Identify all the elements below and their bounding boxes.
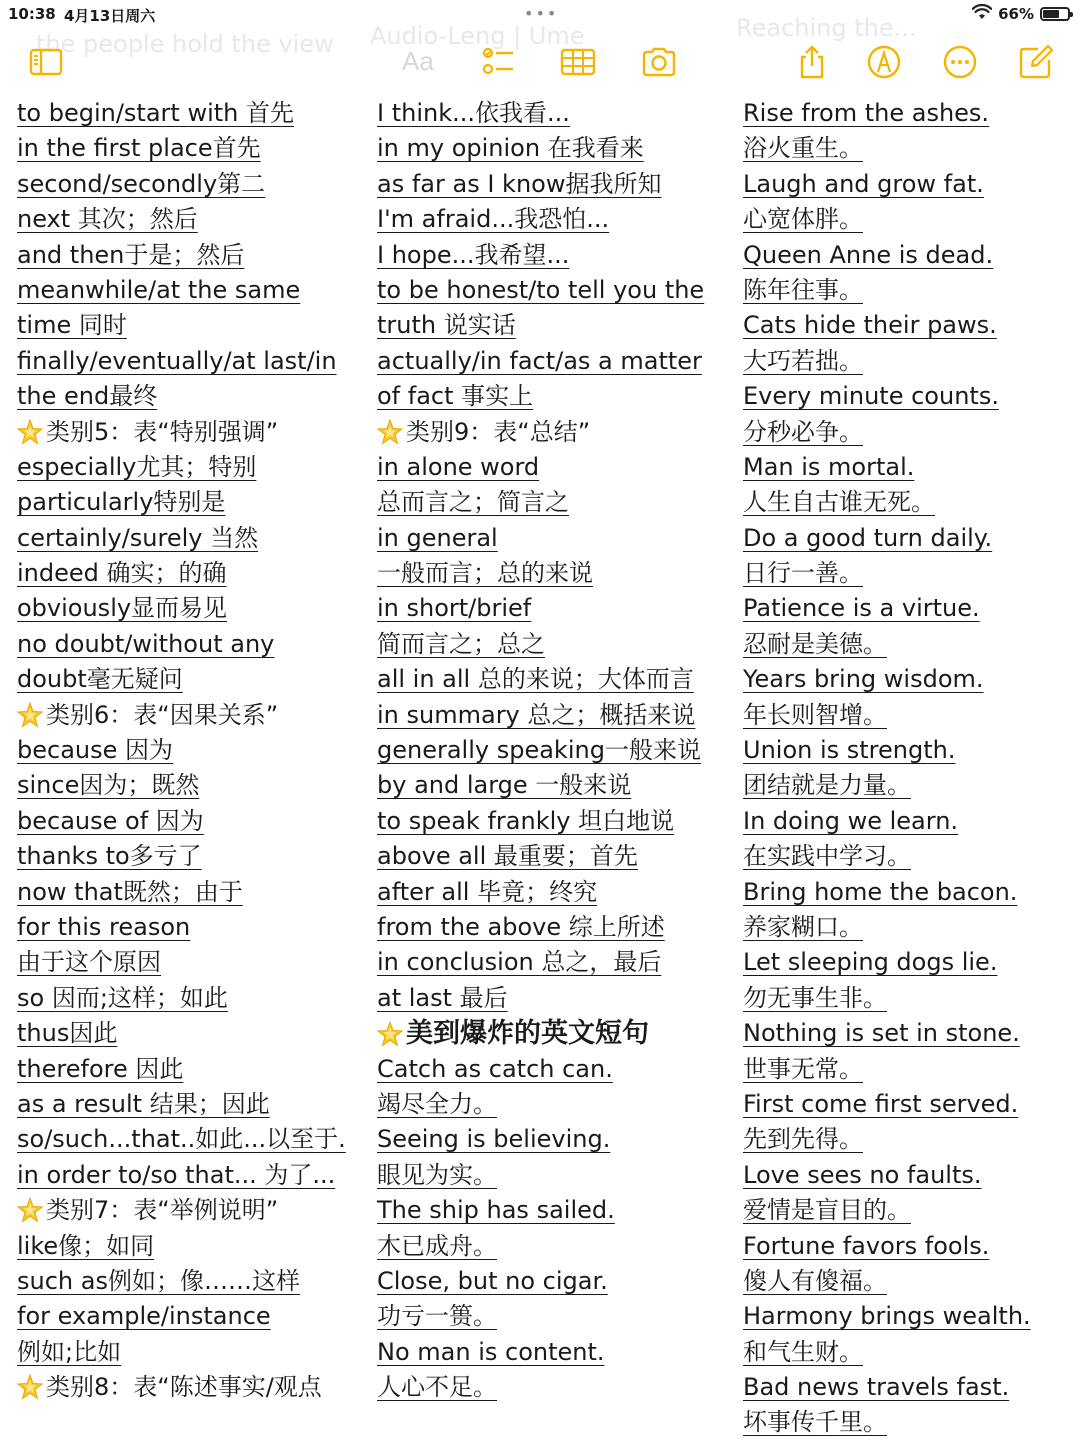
note-line[interactable]: [743, 875, 1031, 910]
note-line[interactable]: [743, 1370, 1031, 1405]
section-heading[interactable]: [17, 415, 346, 450]
note-line-text: so/such...that..如此...以至于.: [17, 1125, 346, 1154]
note-line[interactable]: [743, 1229, 1031, 1264]
note-line-text: in alone word: [377, 452, 540, 481]
note-line-text: 竭尽全力。: [377, 1089, 497, 1118]
note-line-text: indeed 确实；的确: [17, 559, 227, 588]
note-line[interactable]: [17, 1087, 346, 1122]
note-line-text: 人生自古谁无死。: [743, 488, 935, 517]
note-line-text: Seeing is believing.: [377, 1125, 611, 1154]
note-line-text: First come first served.: [743, 1089, 1019, 1118]
note-line-text: No man is content.: [377, 1337, 605, 1366]
note-line-text: Patience is a virtue.: [743, 594, 980, 623]
ghost-text-left: the people hold the view: [36, 30, 334, 58]
note-line-text: in general: [377, 523, 498, 552]
note-line-text: Queen Anne is dead.: [743, 240, 994, 269]
section-heading-text: 类别7：表“举例说明”: [46, 1196, 279, 1225]
note-line[interactable]: [743, 1158, 1031, 1193]
note-line-text: 由于这个原因: [17, 948, 161, 977]
note-line-text: 傻人有傻福。: [743, 1266, 887, 1295]
note-line[interactable]: [17, 981, 346, 1016]
note-line[interactable]: [743, 556, 1031, 591]
note-line-text: after all 毕竟；终究: [377, 877, 598, 906]
note-line-text: I think...依我看...: [377, 99, 570, 127]
note-line[interactable]: [377, 238, 704, 273]
note-line-text: in summary 总之；概括来说: [377, 700, 696, 729]
note-line-text: certainly/surely 当然: [17, 523, 259, 552]
note-line-text: above all 最重要；首先: [377, 842, 638, 871]
note-line[interactable]: [743, 167, 1031, 202]
note-line[interactable]: [743, 733, 1031, 768]
note-line-text: time 同时: [17, 311, 127, 340]
note-line-text: Years bring wisdom.: [743, 665, 984, 694]
note-line[interactable]: [743, 627, 1031, 662]
markup-button[interactable]: [862, 40, 906, 84]
note-line[interactable]: [377, 627, 704, 662]
note-line-text: Bring home the bacon.: [743, 877, 1018, 906]
note-line[interactable]: [17, 1229, 346, 1264]
star-emoji-icon: [17, 1374, 43, 1400]
note-line-text: in short/brief: [377, 594, 532, 623]
note-line-text: generally speaking一般来说: [377, 736, 701, 765]
note-line[interactable]: [743, 96, 1031, 131]
note-line[interactable]: [743, 698, 1031, 733]
note-line[interactable]: [17, 627, 346, 662]
note-line[interactable]: [377, 698, 704, 733]
note-line[interactable]: [17, 273, 346, 308]
note-line[interactable]: [743, 662, 1031, 697]
sidebar-icon: [28, 44, 64, 80]
camera-button[interactable]: [637, 40, 681, 84]
note-line-text: because of 因为: [17, 806, 204, 835]
note-line-text: 坏事传千里。: [743, 1408, 887, 1437]
note-line[interactable]: [17, 591, 346, 626]
status-right: [972, 4, 1070, 24]
star-emoji-icon: [17, 419, 43, 445]
note-line[interactable]: [743, 1335, 1031, 1370]
checklist-icon: [480, 44, 516, 80]
note-line[interactable]: [377, 556, 704, 591]
note-line[interactable]: [17, 308, 346, 343]
note-line[interactable]: [17, 1052, 346, 1087]
note-line-text: to be honest/to tell you the: [377, 275, 705, 304]
table-button[interactable]: [556, 40, 600, 84]
table-icon: [560, 44, 596, 80]
share-icon: [794, 44, 830, 80]
note-line[interactable]: [17, 1299, 346, 1334]
note-line[interactable]: [743, 910, 1031, 945]
note-line[interactable]: [17, 804, 346, 839]
note-line[interactable]: [743, 768, 1031, 803]
note-line-text: 总而言之；简言之: [377, 488, 569, 517]
note-line[interactable]: [743, 1052, 1031, 1087]
ghost-text-right: Reaching the...: [736, 14, 917, 42]
note-line-text: 勿无事生非。: [743, 983, 887, 1012]
multitasking-dots-icon[interactable]: •••: [524, 4, 559, 23]
note-line[interactable]: [743, 273, 1031, 308]
note-line-text: Man is mortal.: [743, 452, 915, 481]
note-line[interactable]: [377, 875, 704, 910]
note-line[interactable]: [17, 839, 346, 874]
section-heading-text: 类别8：表“陈述事实/观点: [46, 1373, 322, 1402]
note-line[interactable]: [377, 910, 704, 945]
note-line[interactable]: [743, 308, 1031, 343]
note-line[interactable]: [377, 662, 704, 697]
note-line-text: thanks to多亏了: [17, 842, 202, 871]
note-line-text: Love sees no faults.: [743, 1160, 982, 1189]
note-column-left[interactable]: [17, 96, 346, 1405]
note-line-text: 世事无常。: [743, 1054, 863, 1083]
note-line-text: 一般而言；总的来说: [377, 559, 593, 588]
note-line[interactable]: [377, 1193, 704, 1228]
note-line-text: by and large 一般来说: [377, 771, 632, 800]
note-line-text: since因为；既然: [17, 771, 200, 800]
note-line[interactable]: [743, 1193, 1031, 1228]
note-line-text: Catch as catch can.: [377, 1054, 613, 1083]
note-line-text: thus因此: [17, 1019, 118, 1048]
note-line[interactable]: [743, 1087, 1031, 1122]
note-line-text: 先到先得。: [743, 1125, 863, 1154]
note-line-text: such as例如；像……这样: [17, 1266, 300, 1295]
note-line-text: for this reason: [17, 912, 191, 941]
note-line[interactable]: [17, 485, 346, 520]
note-line[interactable]: [17, 202, 346, 237]
note-line-text: doubt毫无疑问: [17, 665, 183, 694]
note-line-text: as far as I know据我所知: [377, 169, 662, 198]
note-line[interactable]: [17, 379, 346, 414]
note-line-text: obviously显而易见: [17, 594, 228, 623]
status-date: 4月13日周六: [64, 7, 156, 25]
note-line[interactable]: [17, 945, 346, 980]
compose-button[interactable]: [1014, 40, 1058, 84]
note-line[interactable]: [743, 804, 1031, 839]
note-line[interactable]: [377, 1299, 704, 1334]
note-line-text: in my opinion 在我看来: [377, 134, 644, 163]
note-line[interactable]: [743, 1122, 1031, 1157]
note-line-text: 眼见为实。: [377, 1160, 497, 1189]
section-heading[interactable]: [377, 1016, 704, 1051]
note-line[interactable]: [743, 379, 1031, 414]
note-line-text: 日行一善。: [743, 559, 863, 588]
more-options-button[interactable]: [938, 40, 982, 84]
note-line[interactable]: [17, 910, 346, 945]
note-line[interactable]: [743, 1264, 1031, 1299]
note-line-text: Fortune favors fools.: [743, 1231, 990, 1260]
more-icon: [942, 44, 978, 80]
note-line-text: to speak frankly 坦白地说: [377, 806, 675, 835]
note-line-text: 分秒必争。: [743, 417, 863, 446]
note-line[interactable]: [377, 344, 704, 379]
note-line-text: The ship has sailed.: [377, 1196, 615, 1225]
note-line[interactable]: [377, 1264, 704, 1299]
note-line-text: so 因而;这样；如此: [17, 983, 228, 1012]
note-line-text: in conclusion 总之，最后: [377, 948, 662, 977]
note-line-text: Harmony brings wealth.: [743, 1302, 1031, 1331]
section-heading[interactable]: [17, 1370, 346, 1405]
note-line[interactable]: [17, 238, 346, 273]
note-line-text: 大巧若拙。: [743, 346, 863, 375]
star-emoji-icon: [377, 419, 403, 445]
note-line-text: all in all 总的来说；大体而言: [377, 665, 694, 694]
note-line-text: and then于是；然后: [17, 240, 245, 269]
note-line-text: the end最终: [17, 382, 158, 411]
note-line-text: 心宽体胖。: [743, 205, 863, 234]
note-line-text: actually/in fact/as a matter: [377, 346, 702, 375]
note-line[interactable]: [377, 379, 704, 414]
note-line-text: 木已成舟。: [377, 1231, 497, 1260]
note-line[interactable]: [743, 981, 1031, 1016]
checklist-button[interactable]: [476, 40, 520, 84]
note-line[interactable]: [17, 1335, 346, 1370]
note-line[interactable]: [17, 662, 346, 697]
section-heading-text: 类别5：表“特别强调”: [46, 417, 279, 446]
note-line[interactable]: [377, 981, 704, 1016]
star-emoji-icon: [377, 1021, 403, 1047]
note-line-text: from the above 综上所述: [377, 912, 665, 941]
note-line[interactable]: [743, 1299, 1031, 1334]
note-line[interactable]: [743, 591, 1031, 626]
note-line[interactable]: [377, 1122, 704, 1157]
share-button[interactable]: [790, 40, 834, 84]
note-line[interactable]: [743, 945, 1031, 980]
note-line-text: Bad news travels fast.: [743, 1373, 1010, 1402]
note-line[interactable]: [17, 875, 346, 910]
note-line-text: now that既然；由于: [17, 877, 243, 906]
note-line-text: at last 最后: [377, 983, 508, 1012]
note-line[interactable]: [17, 96, 346, 131]
note-line[interactable]: [377, 450, 704, 485]
note-line-text: no doubt/without any: [17, 629, 275, 658]
sidebar-toggle-button[interactable]: [24, 40, 68, 84]
note-line-text: 忍耐是美德。: [743, 629, 887, 658]
note-line-text: because 因为: [17, 736, 174, 765]
note-line[interactable]: [377, 96, 704, 131]
note-line[interactable]: [377, 521, 704, 556]
note-line-text: truth 说实话: [377, 311, 516, 340]
note-line[interactable]: [17, 1016, 346, 1051]
notes-toolbar: [0, 40, 1080, 84]
note-line-text: Cats hide their paws.: [743, 311, 997, 340]
note-line[interactable]: [377, 1087, 704, 1122]
wifi-icon: [972, 4, 992, 24]
note-line-text: 浴火重生。: [743, 134, 863, 163]
note-line-text: 团结就是力量。: [743, 771, 911, 800]
note-line-text: therefore 因此: [17, 1054, 184, 1083]
note-line-text: as a result 结果；因此: [17, 1089, 270, 1118]
note-line[interactable]: [743, 131, 1031, 166]
note-line[interactable]: [17, 1264, 346, 1299]
note-line-text: Let sleeping dogs lie.: [743, 948, 998, 977]
status-time: 10:38: [8, 5, 56, 23]
note-line[interactable]: [377, 1052, 704, 1087]
note-line[interactable]: [377, 308, 704, 343]
battery-icon: [1040, 7, 1070, 21]
note-line-text: In doing we learn.: [743, 806, 959, 835]
note-line[interactable]: [377, 1229, 704, 1264]
note-line[interactable]: [377, 945, 704, 980]
note-line[interactable]: [377, 1335, 704, 1370]
note-line[interactable]: [377, 768, 704, 803]
note-line[interactable]: [377, 733, 704, 768]
note-line[interactable]: [377, 167, 704, 202]
note-line-text: I hope...我希望...: [377, 240, 570, 269]
note-line[interactable]: [743, 485, 1031, 520]
note-line-text: like像；如同: [17, 1231, 155, 1260]
note-line[interactable]: [17, 733, 346, 768]
note-line-text: Do a good turn daily.: [743, 523, 993, 552]
note-line[interactable]: [17, 131, 346, 166]
battery-percent: 66%: [998, 5, 1034, 23]
note-line-text: Nothing is set in stone.: [743, 1019, 1020, 1048]
note-line[interactable]: [377, 591, 704, 626]
note-line[interactable]: [377, 131, 704, 166]
note-line[interactable]: [743, 238, 1031, 273]
note-line-text: next 其次；然后: [17, 205, 198, 234]
note-line[interactable]: [17, 1122, 346, 1157]
note-line-text: for example/instance: [17, 1302, 271, 1331]
section-heading-text: 类别6：表“因果关系”: [46, 700, 279, 729]
note-line[interactable]: [17, 344, 346, 379]
note-line-text: Laugh and grow fat.: [743, 169, 984, 198]
note-line-text: Rise from the ashes.: [743, 99, 990, 127]
note-line[interactable]: [743, 344, 1031, 379]
note-line-text: 年长则智增。: [743, 700, 887, 729]
note-line[interactable]: [743, 521, 1031, 556]
format-text-button[interactable]: Aa: [402, 46, 434, 76]
note-line-text: particularly特别是: [17, 488, 226, 517]
note-line-text: 功亏一篑。: [377, 1302, 497, 1331]
note-line-text: I'm afraid...我恐怕...: [377, 205, 610, 234]
note-line-text: second/secondly第二: [17, 169, 266, 198]
note-line-text: 养家糊口。: [743, 912, 863, 941]
note-line-text: 在实践中学习。: [743, 842, 911, 871]
note-line[interactable]: [377, 485, 704, 520]
note-column-right[interactable]: [743, 96, 1031, 1440]
note-line-text: 陈年往事。: [743, 275, 863, 304]
note-line[interactable]: [743, 450, 1031, 485]
section-heading[interactable]: [377, 415, 704, 450]
section-heading[interactable]: [17, 1193, 346, 1228]
note-line[interactable]: [17, 768, 346, 803]
note-line[interactable]: [17, 556, 346, 591]
note-line[interactable]: [377, 273, 704, 308]
note-line[interactable]: [377, 1370, 704, 1405]
note-line-text: 爱情是盲目的。: [743, 1196, 911, 1225]
star-emoji-icon: [17, 702, 43, 728]
note-line-text: finally/eventually/at last/in: [17, 346, 337, 375]
note-line-text: to begin/start with 首先: [17, 99, 294, 127]
note-line[interactable]: [377, 202, 704, 237]
note-line-text: 简而言之；总之: [377, 629, 545, 658]
compose-icon: [1018, 44, 1054, 80]
note-line[interactable]: [17, 1158, 346, 1193]
note-column-middle[interactable]: [377, 96, 704, 1405]
note-line[interactable]: [17, 167, 346, 202]
ghost-text-middle: Audio-Leng | Ume: [370, 22, 585, 50]
battery-fill: [1043, 10, 1059, 18]
note-line[interactable]: [377, 839, 704, 874]
section-heading-text: 类别9：表“总结”: [406, 417, 591, 446]
note-line-text: in the first place首先: [17, 134, 261, 163]
note-line-text: Every minute counts.: [743, 382, 999, 411]
camera-icon: [641, 44, 677, 80]
note-line[interactable]: [377, 804, 704, 839]
note-line[interactable]: [743, 1405, 1031, 1440]
note-line[interactable]: [17, 521, 346, 556]
note-line-text: meanwhile/at the same: [17, 275, 301, 304]
note-line-text: in order to/so that... 为了...: [17, 1160, 336, 1189]
note-line-text: especially尤其；特别: [17, 452, 257, 481]
markup-icon: [866, 44, 902, 80]
section-heading-text: 美到爆炸的英文短句: [406, 1018, 649, 1050]
section-heading[interactable]: [17, 698, 346, 733]
note-line-text: 例如;比如: [17, 1337, 122, 1366]
note-line-text: Close, but no cigar.: [377, 1266, 608, 1295]
note-line-text: of fact 事实上: [377, 382, 534, 411]
note-line[interactable]: [743, 202, 1031, 237]
note-line[interactable]: [377, 1158, 704, 1193]
note-line[interactable]: [743, 415, 1031, 450]
star-emoji-icon: [17, 1197, 43, 1223]
note-line[interactable]: [743, 1016, 1031, 1051]
note-line[interactable]: [743, 839, 1031, 874]
note-line[interactable]: [17, 450, 346, 485]
note-line-text: Union is strength.: [743, 736, 956, 765]
note-line-text: 和气生财。: [743, 1337, 863, 1366]
note-line-text: 人心不足。: [377, 1373, 497, 1402]
